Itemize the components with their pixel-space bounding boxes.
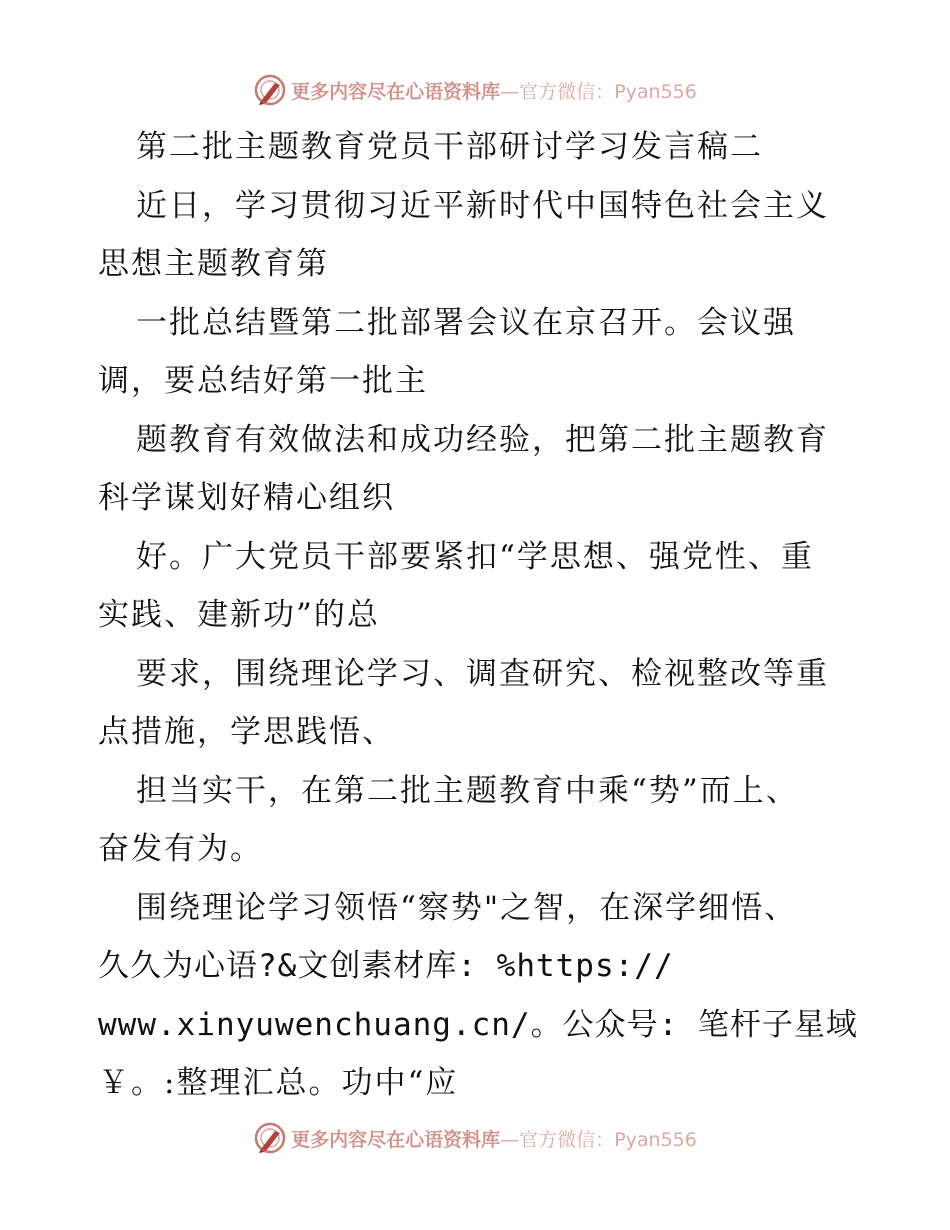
watermark-wechat-label: 官方微信： [519,1128,615,1151]
footer-watermark-banner [0,1118,950,1158]
text-line: 科学谋划好精心组织 [98,480,395,516]
document-title: 第二批主题教育党员干部研讨学习发言稿二 [136,129,763,165]
header-watermark-banner [0,70,950,110]
watermark-separator: — [500,80,520,103]
text-line: ￥。:整理汇总。功中“应 [98,1065,459,1101]
document-body [98,118,858,1113]
watermark-lead: 更多内容尽在心语资料库 [291,80,501,103]
text-line: 担当实干，在第二批主题教育中乘“势”而上、 [136,772,799,809]
text-line: 调，要总结好第一批主 [98,363,428,399]
text-line: 要求，围绕理论学习、调查研究、检视整改等重 [136,655,829,692]
text-line: 奋发有为。 [98,831,263,867]
text-line: 题教育有效做法和成功经验，把第二批主题教育 [136,421,829,458]
watermark-separator: — [500,1128,520,1151]
text-line: 一批总结暨第二批部署会议在京召开。会议强 [136,304,796,341]
text-line: 实践、建新功”的总 [98,597,380,633]
pen-logo-icon [253,73,287,107]
watermark-account: Pyan556 [614,1128,697,1151]
text-line: 好。广大党员干部要紧扣“学思想、强党性、重 [136,538,814,575]
text-line: 近日，学习贯彻习近平新时代中国特色社会主义 [136,187,829,224]
watermark-wechat-label: 官方微信： [519,80,615,103]
text-line: 思想主题教育第 [98,246,329,282]
pen-logo-icon [253,1121,287,1155]
text-line: 围绕理论学习领悟“察势"之智，在深学细悟、 [136,889,798,926]
text-line: 点措施，学思践悟、 [98,714,395,750]
watermark-account: Pyan556 [614,80,697,103]
header-watermark-text [291,77,697,104]
text-line: 久久为心语?&文创素材库: %https:// [98,948,674,984]
footer-watermark-text [291,1125,697,1152]
text-line: www.xinyuwenchuang.cn/。公众号: 笔杆子星域 [98,1006,858,1043]
watermark-lead: 更多内容尽在心语资料库 [291,1128,501,1151]
